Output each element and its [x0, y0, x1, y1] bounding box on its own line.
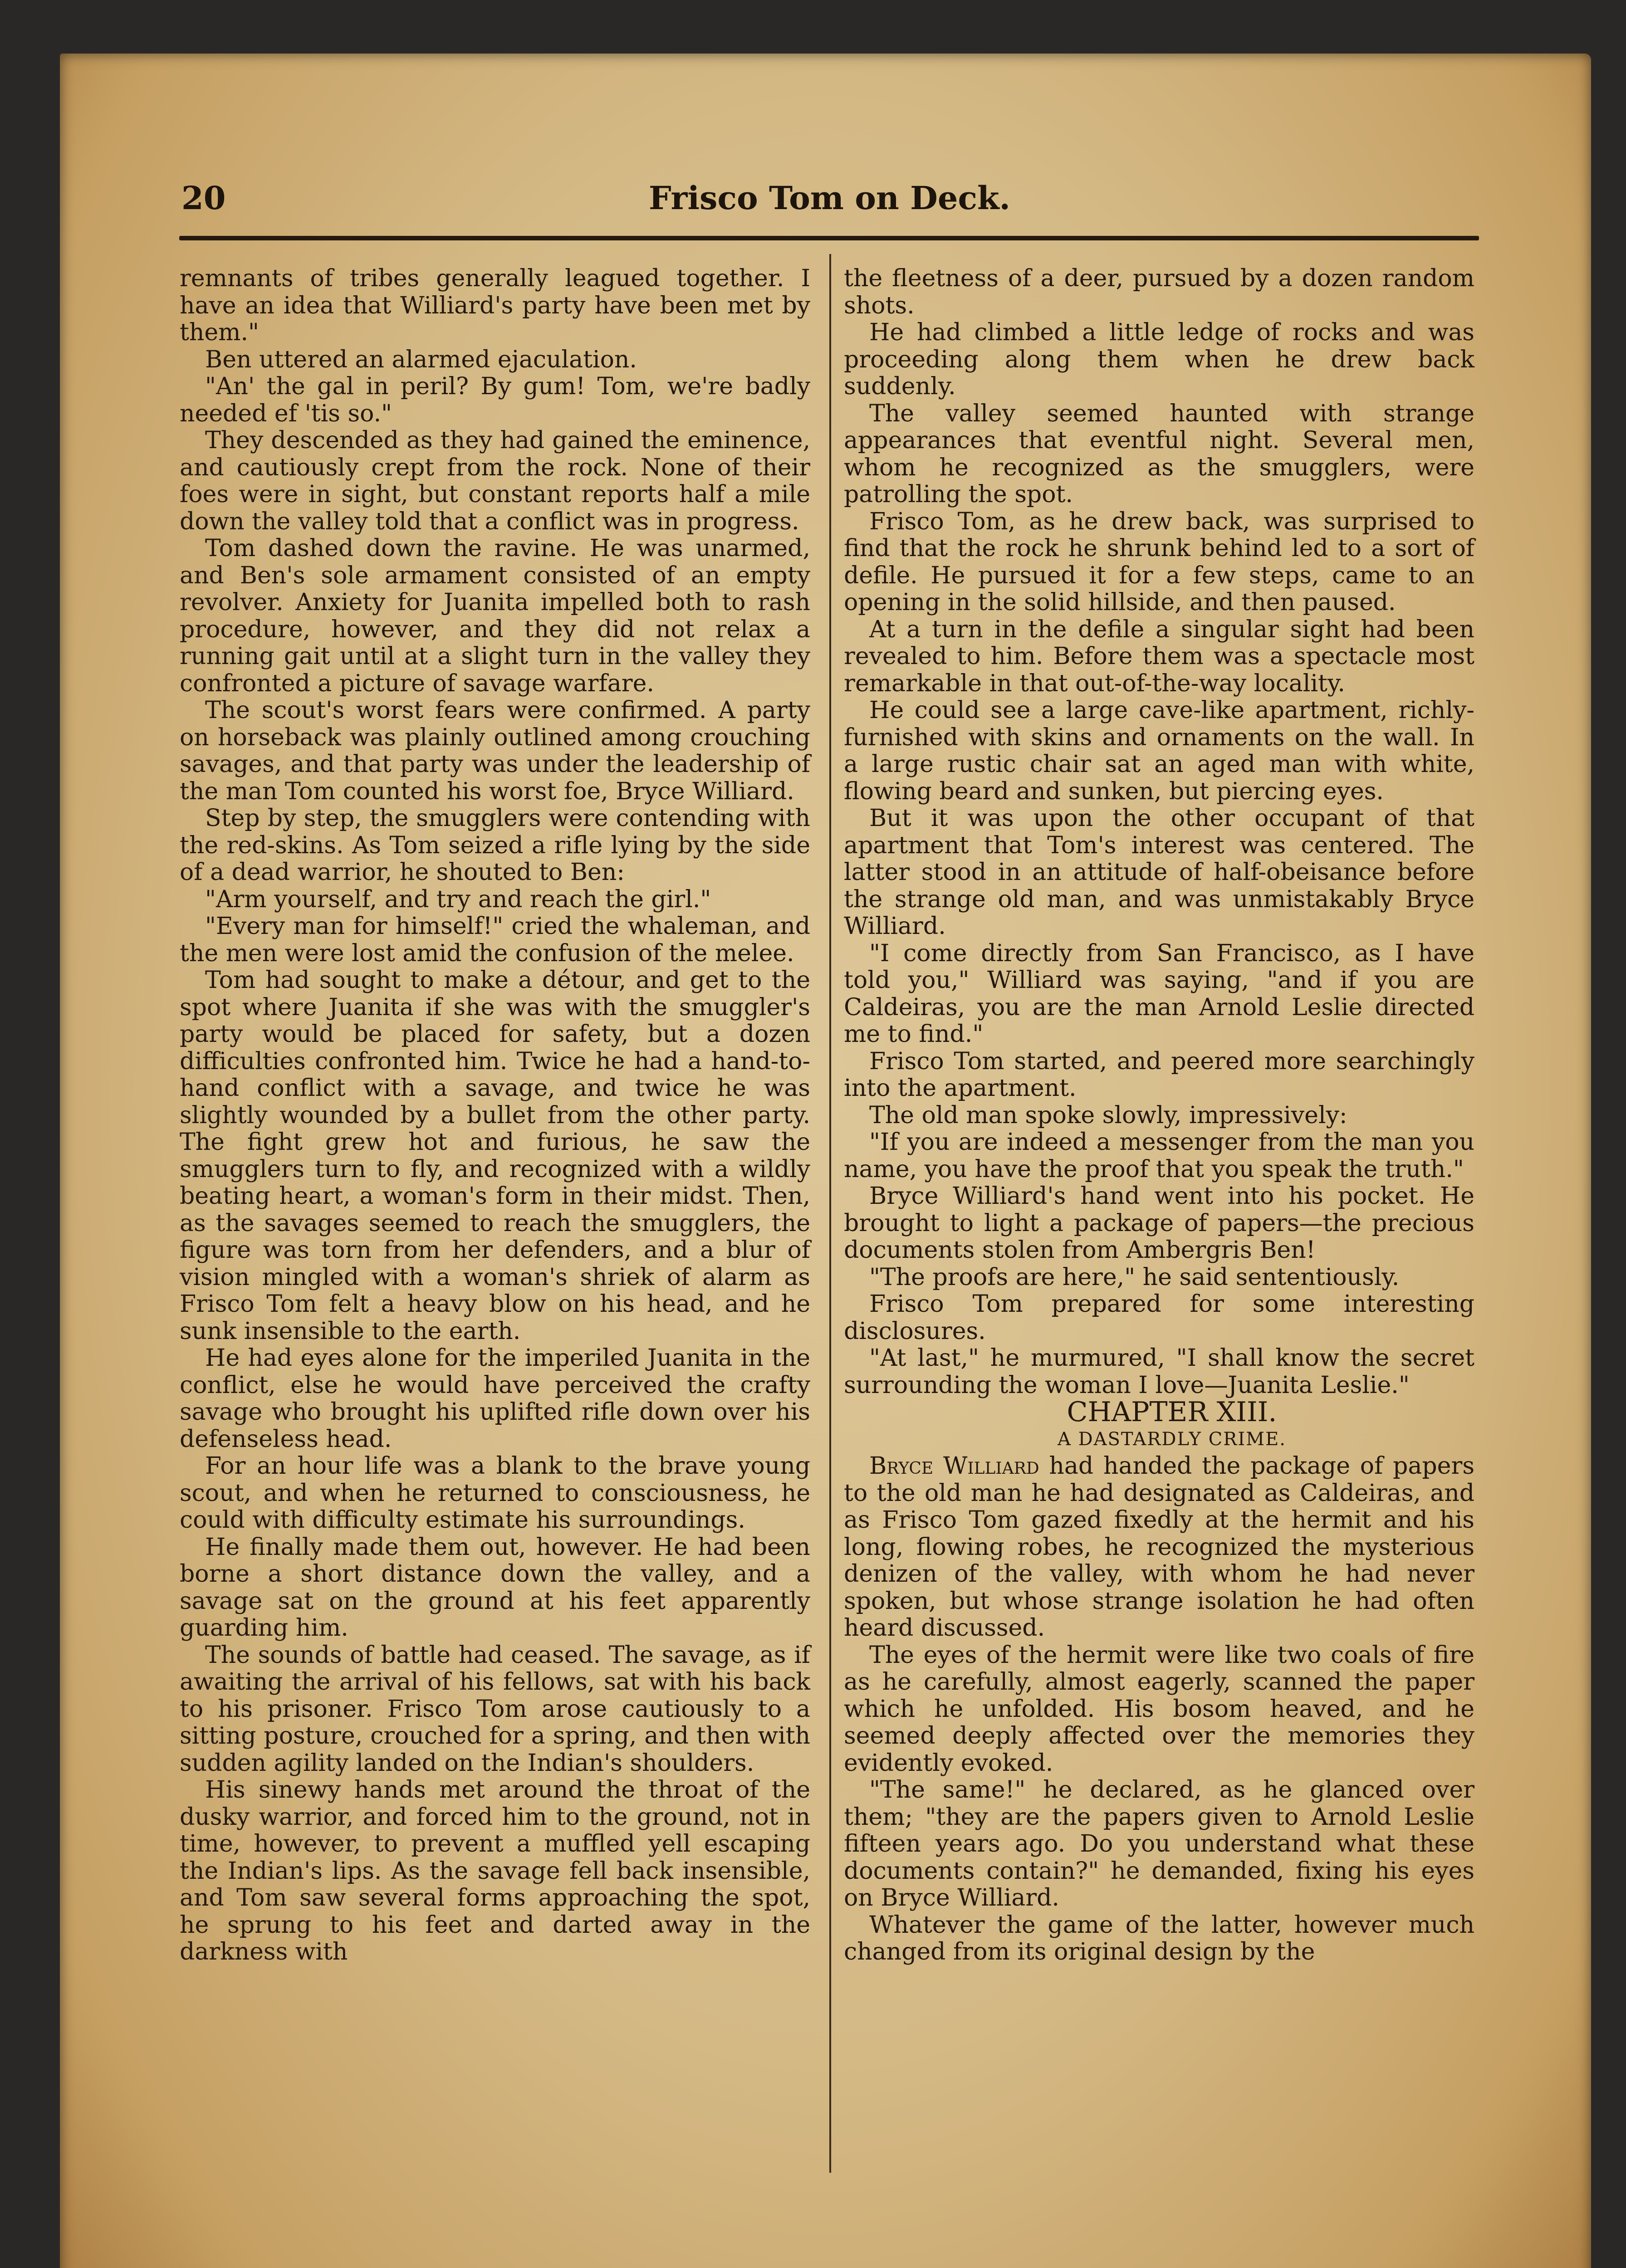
paragraph: "I come directly from San Francisco, as I have told you," Williard was saying, "and if you are Caldeiras, you are the man Arnold Leslie directed me to find.": [844, 939, 1474, 1048]
page-header: [181, 179, 1479, 225]
paragraph: Frisco Tom prepared for some interesting disclosures.: [844, 1290, 1474, 1345]
page-number: 20: [181, 179, 226, 217]
paragraph: "The same!" he declared, as he glanced over them; "they are the papers given to Arnold Leslie fifteen years ago. Do you understand what these documents contain?" he demanded, fixing his eyes on Bryce Williard.: [844, 1776, 1474, 1911]
chapter-opening-paragraph: [844, 1453, 1474, 1642]
paragraph: "Arm yourself, and try and reach the girl.": [205, 885, 711, 913]
paragraph: The eyes of the hermit were like two coals of fire as he carefully, almost eagerly, scanned the paper which he unfolded. His bosom heaved, and he seemed deeply affected over the memories they evidently evoked.: [844, 1641, 1474, 1777]
paragraph: Whatever the game of the latter, however much changed from its original design by the: [844, 1911, 1474, 1965]
paragraph: At a turn in the defile a singular sight had been revealed to him. Before them was a spectacle most remarkable in that out-of-the-way locality.: [844, 616, 1474, 697]
paragraph: For an hour life was a blank to the brave young scout, and when he returned to consciousness, he could with difficulty estimate his surroundings.: [180, 1452, 810, 1534]
paragraph: remnants of tribes generally leagued together. I have an idea that Williard's party have been met by them.": [180, 265, 810, 346]
chapter-lead-name: Bryce Williard: [869, 1452, 1039, 1480]
paragraph: They descended as they had gained the eminence, and cautiously crept from the rock. None of their foes were in sight, but constant reports half a mile down the valley told that a conflict was in progress.: [180, 427, 810, 535]
paragraph: Frisco Tom, as he drew back, was surprised to find that the rock he shrunk behind led to a sort of defile. He pursued it for a few steps, came to an opening in the solid hillside, and then paused.: [844, 508, 1474, 616]
paragraph: He could see a large cave-like apartment, richly-furnished with skins and ornaments on the wall. In a large rustic chair sat an aged man with white, flowing beard and sunken, but piercing eyes.: [844, 697, 1474, 805]
paragraph: Tom dashed down the ravine. He was unarmed, and Ben's sole armament consisted of an empty revolver. Anxiety for Juanita impelled both to rash procedure, however, and they did not relax a running gait until at a slight turn in the valley they confronted a picture of savage warfare.: [180, 535, 810, 697]
paragraph: "Every man for himself!" cried the whaleman, and the men were lost amid the confusion of the melee.: [180, 913, 810, 967]
paragraph: Ben uttered an alarmed ejaculation.: [205, 346, 637, 373]
paragraph: "If you are indeed a messenger from the man you name, you have the proof that you speak the truth.": [844, 1129, 1474, 1183]
running-title: Frisco Tom on Deck.: [649, 179, 1010, 217]
paragraph: He had eyes alone for the imperiled Juanita in the conflict, else he would have perceived the crafty savage who brought his uplifted rifle down over his defenseless head.: [180, 1344, 810, 1453]
paragraph: The scout's worst fears were confirmed. A party on horseback was plainly outlined among crouching savages, and that party was under the leadership of the man Tom counted his worst foe, Bryce Williard.: [180, 697, 810, 805]
paragraph: But it was upon the other occupant of that apartment that Tom's interest was centered. The latter stood in an attitude of half-obeisance before the strange old man, and was unmistakably Bryce Williard.: [844, 805, 1474, 940]
paragraph: The valley seemed haunted with strange appearances that eventful night. Several men, whom he recognized as the smugglers, were patrolling the spot.: [844, 400, 1474, 508]
paragraph: Tom had sought to make a détour, and get to the spot where Juanita if she was with the smuggler's party would be placed for safety, but a dozen difficulties confronted him. Twice he had a hand-to-hand conflict with a savage, and twice he was slightly wounded by a bullet from the other party. The fight grew hot and furious, he saw the smugglers turn to fly, and recognized with a wildly beating heart, a woman's form in their midst. Then, as the savages seemed to reach the smugglers, the figure was torn from her defenders, and a blur of vision mingled with a woman's shriek of alarm as Frisco Tom felt a heavy blow on his head, and he sunk insensible to the earth.: [180, 967, 810, 1345]
paragraph: The sounds of battle had ceased. The savage, as if awaiting the arrival of his fellows, sat with his back to his prisoner. Frisco Tom arose cautiously to a sitting posture, crouched for a spring, and then with sudden agility landed on the Indian's shoulders.: [180, 1641, 810, 1777]
left-column: [180, 265, 810, 1966]
paragraph: The old man spoke slowly, impressively:: [869, 1101, 1347, 1129]
paragraph: Bryce Williard's hand went into his pocket. He brought to light a package of papers—the precious documents stolen from Ambergris Ben!: [844, 1183, 1474, 1264]
paragraph: Step by step, the smugglers were contending with the red-skins. As Tom seized a rifle lying by the side of a dead warrior, he shouted to Ben:: [180, 805, 810, 886]
header-rule: [179, 236, 1479, 240]
paragraph: "At last," he murmured, "I shall know the secret surrounding the woman I love—Juanita Leslie.": [844, 1344, 1474, 1399]
column-divider: [829, 254, 831, 2173]
paragraph: He had climbed a little ledge of rocks and was proceeding along them when he drew back suddenly.: [844, 319, 1474, 400]
right-column: [844, 265, 1474, 1966]
chapter-opening-text: had handed the package of papers to the old man he had designated as Caldeiras, and as Frisco Tom gazed fixedly at the hermit and his long, flowing robes, he recognized the mysterious denizen of the valley, with whom he had never spoken, but whose strange isolation he had often heard discussed.: [844, 1452, 1474, 1642]
paragraph: the fleetness of a deer, pursued by a dozen random shots.: [844, 265, 1474, 319]
chapter-subtitle: A DASTARDLY CRIME.: [1057, 1428, 1287, 1450]
paragraph: "An' the gal in peril? By gum! Tom, we're badly needed ef 'tis so.": [180, 373, 810, 427]
paragraph: His sinewy hands met around the throat of the dusky warrior, and forced him to the ground, not in time, however, to prevent a muffled yell escaping the Indian's lips. As the savage fell back insensible, and Tom saw several forms approaching the spot, he sprung to his feet and darted away in the darkness with: [180, 1776, 810, 1965]
paragraph: Frisco Tom started, and peered more searchingly into the apartment.: [844, 1047, 1474, 1102]
paragraph: He finally made them out, however. He had been borne a short distance down the valley, and a savage sat on the ground at his feet apparently guarding him.: [180, 1533, 810, 1642]
paragraph: "The proofs are here," he said sententiously.: [869, 1263, 1400, 1291]
chapter-heading: CHAPTER XIII.: [1067, 1396, 1277, 1428]
